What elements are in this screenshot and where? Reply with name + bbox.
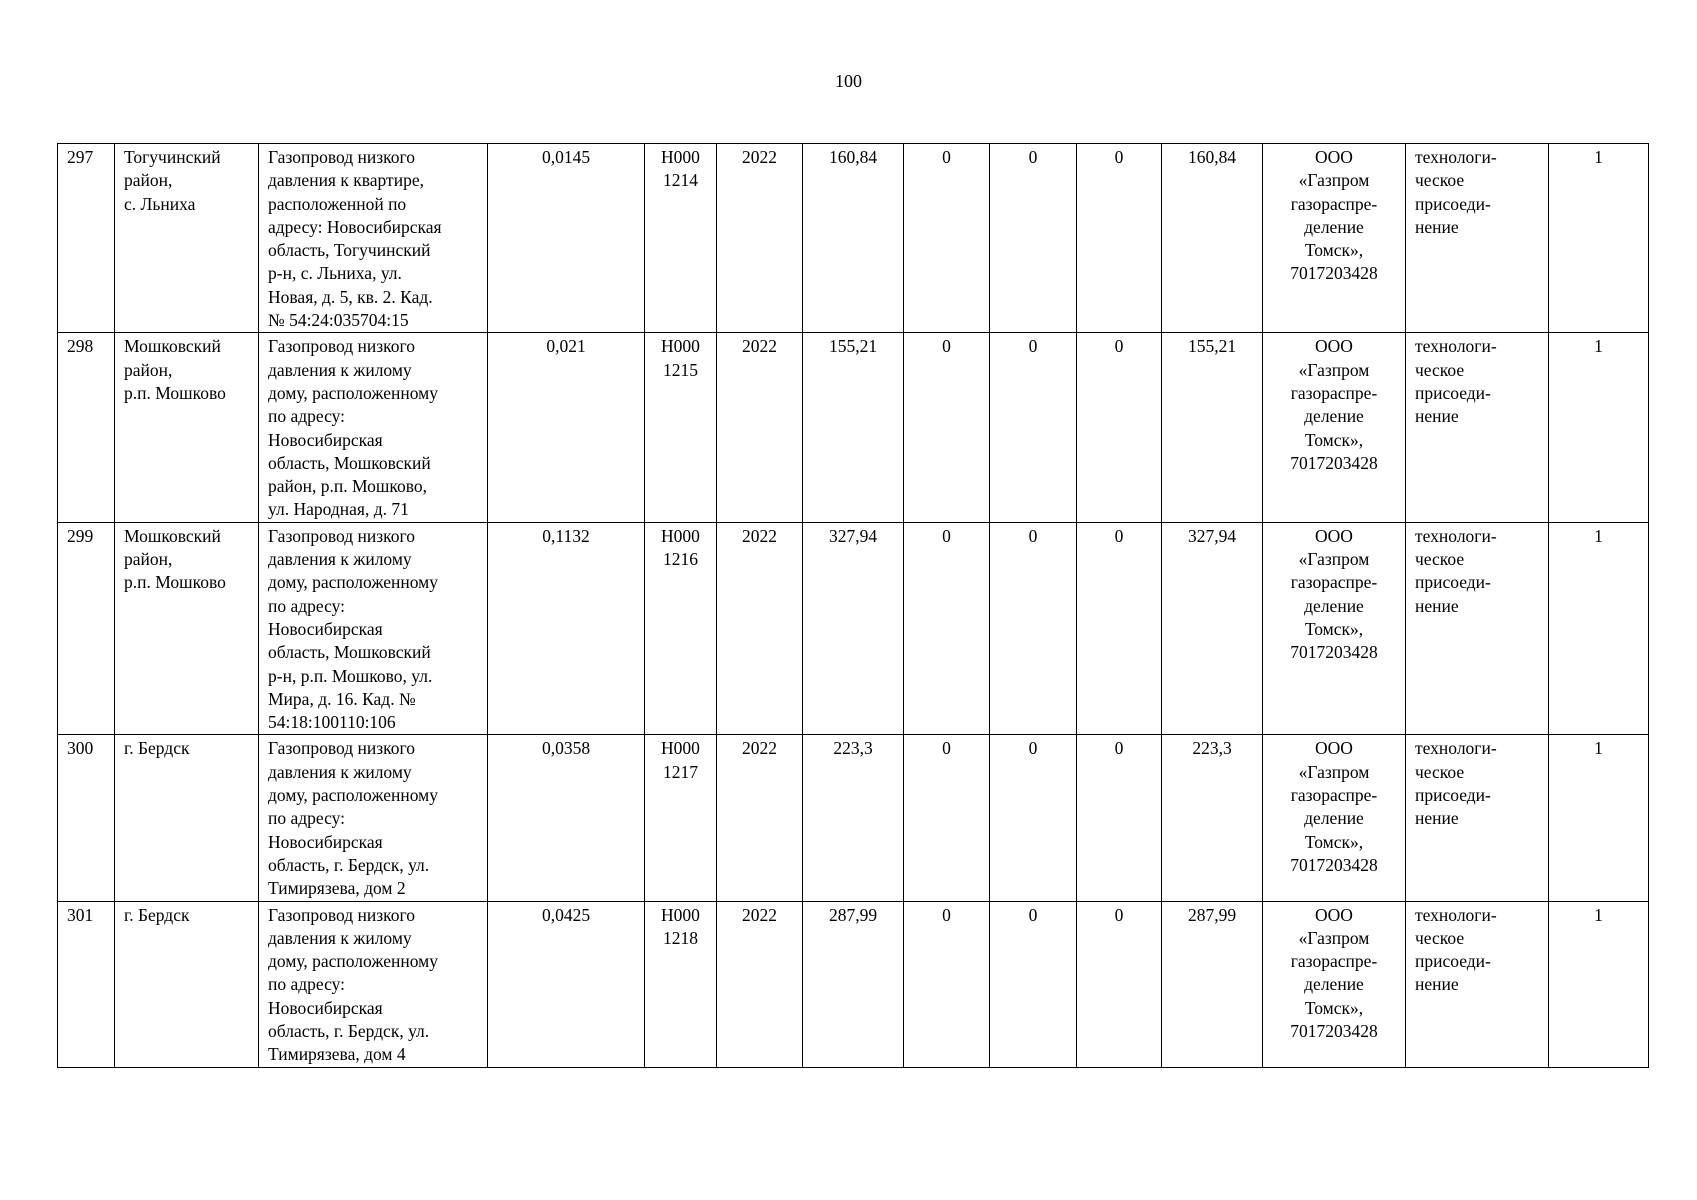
- cell-value-3: 0: [1077, 901, 1162, 1067]
- cell-code-line: 1217: [663, 761, 698, 782]
- cell-purpose: [1406, 735, 1549, 901]
- cell-owner-line: ООО: [1315, 738, 1353, 759]
- cell-owner: [1263, 901, 1406, 1067]
- cell-area-line: Мошковский: [124, 525, 221, 546]
- cell-length: 0,021: [488, 333, 645, 522]
- cell-total: 160,84: [1162, 144, 1263, 333]
- cell-description-line: давления к жилому: [268, 927, 412, 948]
- cell-area: [115, 735, 259, 901]
- cell-owner-line: газораспре-: [1290, 785, 1378, 806]
- cell-area: [115, 901, 259, 1067]
- cell-cost: 155,21: [803, 333, 904, 522]
- cell-purpose-line: ческое: [1415, 359, 1465, 380]
- cell-owner-line: «Газпром: [1298, 170, 1370, 191]
- cell-total: 287,99: [1162, 901, 1263, 1067]
- cell-purpose-line: присоеди-: [1415, 572, 1491, 593]
- cell-year: 2022: [717, 144, 803, 333]
- table-row: [58, 144, 1649, 333]
- cell-description-line: Новосибирская: [268, 429, 383, 450]
- cell-quantity: 1: [1549, 522, 1649, 735]
- cell-description-line: ул. Народная, д. 71: [268, 499, 409, 520]
- cell-owner-line: деление: [1304, 808, 1364, 829]
- cell-value-2: 0: [990, 522, 1077, 735]
- cell-purpose-line: присоеди-: [1415, 193, 1491, 214]
- cell-total: 327,94: [1162, 522, 1263, 735]
- cell-purpose-line: присоеди-: [1415, 382, 1491, 403]
- cell-value-1: 0: [904, 333, 990, 522]
- cell-description-line: Газопровод низкого: [268, 336, 416, 357]
- cell-code: [645, 144, 717, 333]
- cell-code: [645, 901, 717, 1067]
- cell-description-line: давления к жилому: [268, 359, 412, 380]
- cell-purpose-line: ческое: [1415, 170, 1465, 191]
- cell-cost: 223,3: [803, 735, 904, 901]
- cell-number: 300: [58, 735, 115, 901]
- cell-purpose: [1406, 901, 1549, 1067]
- cell-owner-line: 7017203428: [1290, 854, 1378, 875]
- cell-owner-line: деление: [1304, 595, 1364, 616]
- cell-description-line: Газопровод низкого: [268, 738, 416, 759]
- cell-owner-line: 7017203428: [1290, 452, 1378, 473]
- cell-description: [259, 901, 488, 1067]
- cell-description-line: Газопровод низкого: [268, 904, 416, 925]
- cell-year: 2022: [717, 522, 803, 735]
- cell-length: 0,0425: [488, 901, 645, 1067]
- cell-description-line: по адресу:: [268, 595, 346, 616]
- cell-description-line: область, г. Бердск, ул.: [268, 854, 430, 875]
- cell-purpose-line: нение: [1415, 406, 1459, 427]
- cell-total: 155,21: [1162, 333, 1263, 522]
- cell-value-2: 0: [990, 144, 1077, 333]
- cell-value-2: 0: [990, 735, 1077, 901]
- table-row: [58, 522, 1649, 735]
- cell-purpose-line: нение: [1415, 595, 1459, 616]
- cell-owner-line: «Газпром: [1298, 549, 1370, 570]
- cell-description-line: давления к жилому: [268, 761, 412, 782]
- cell-owner: [1263, 735, 1406, 901]
- cell-quantity: 1: [1549, 735, 1649, 901]
- cell-description-line: дому, расположенному: [268, 572, 438, 593]
- cell-code-line: Н000: [661, 904, 700, 925]
- cell-code-line: 1214: [663, 170, 698, 191]
- cell-code-line: Н000: [661, 147, 700, 167]
- cell-description-line: расположенной по: [268, 193, 407, 214]
- cell-value-3: 0: [1077, 735, 1162, 901]
- cell-description-line: Новосибирская: [268, 831, 383, 852]
- cell-description-line: Тимирязева, дом 2: [268, 878, 406, 899]
- cell-code-line: Н000: [661, 525, 700, 546]
- page-number: 100: [835, 71, 862, 91]
- register-table: [57, 143, 1649, 1068]
- cell-value-3: 0: [1077, 333, 1162, 522]
- cell-area-line: г. Бердск: [124, 904, 190, 925]
- cell-quantity: 1: [1549, 901, 1649, 1067]
- cell-owner-line: газораспре-: [1290, 951, 1378, 972]
- cell-owner: [1263, 333, 1406, 522]
- cell-owner-line: Томск»,: [1304, 618, 1364, 639]
- cell-area-line: с. Льниха: [124, 193, 196, 214]
- cell-purpose: [1406, 333, 1549, 522]
- cell-code: [645, 522, 717, 735]
- cell-description-line: давления к жилому: [268, 549, 412, 570]
- cell-owner-line: газораспре-: [1290, 382, 1378, 403]
- cell-purpose: [1406, 522, 1549, 735]
- cell-description-line: район, р.п. Мошково,: [268, 476, 427, 497]
- cell-code-line: 1215: [663, 359, 698, 380]
- cell-purpose-line: ческое: [1415, 927, 1465, 948]
- cell-value-1: 0: [904, 522, 990, 735]
- cell-code: [645, 333, 717, 522]
- cell-description-line: давления к квартире,: [268, 170, 424, 191]
- cell-area: [115, 144, 259, 333]
- cell-purpose-line: технологи-: [1415, 525, 1497, 546]
- cell-cost: 327,94: [803, 522, 904, 735]
- cell-value-1: 0: [904, 735, 990, 901]
- cell-description-line: дому, расположенному: [268, 785, 438, 806]
- cell-description-line: область, Мошковский: [268, 452, 431, 473]
- cell-code-line: 1218: [663, 927, 698, 948]
- cell-purpose: [1406, 144, 1549, 333]
- cell-description-line: Мира, д. 16. Кад. №: [268, 688, 416, 709]
- cell-purpose-line: технологи-: [1415, 738, 1497, 759]
- cell-description: [259, 144, 488, 333]
- cell-area: [115, 333, 259, 522]
- cell-owner-line: 7017203428: [1290, 642, 1378, 663]
- cell-year: 2022: [717, 901, 803, 1067]
- cell-description-line: по адресу:: [268, 406, 346, 427]
- cell-area-line: г. Бердск: [124, 738, 190, 759]
- table-row: [58, 735, 1649, 901]
- cell-description: [259, 522, 488, 735]
- cell-purpose-line: технологи-: [1415, 147, 1497, 167]
- cell-value-1: 0: [904, 901, 990, 1067]
- cell-purpose-line: ческое: [1415, 549, 1465, 570]
- cell-description-line: Новосибирская: [268, 618, 383, 639]
- cell-description-line: область, Тогучинский: [268, 240, 431, 261]
- cell-owner-line: газораспре-: [1290, 193, 1378, 214]
- cell-owner-line: Томск»,: [1304, 429, 1364, 450]
- cell-area-line: район,: [124, 170, 173, 191]
- cell-description-line: область, Мошковский: [268, 642, 431, 663]
- cell-owner-line: Томск»,: [1304, 240, 1364, 261]
- cell-owner-line: деление: [1304, 216, 1364, 237]
- cell-year: 2022: [717, 735, 803, 901]
- cell-owner: [1263, 522, 1406, 735]
- cell-quantity: 1: [1549, 144, 1649, 333]
- cell-area-line: Тогучинский: [124, 147, 221, 167]
- cell-owner-line: «Газпром: [1298, 359, 1370, 380]
- cell-cost: 160,84: [803, 144, 904, 333]
- cell-description-line: Газопровод низкого: [268, 147, 416, 167]
- cell-value-3: 0: [1077, 144, 1162, 333]
- cell-owner-line: ООО: [1315, 904, 1353, 925]
- cell-description-line: Тимирязева, дом 4: [268, 1044, 406, 1065]
- cell-purpose-line: нение: [1415, 974, 1459, 995]
- cell-value-1: 0: [904, 144, 990, 333]
- cell-code: [645, 735, 717, 901]
- cell-owner-line: «Газпром: [1298, 927, 1370, 948]
- cell-purpose-line: присоеди-: [1415, 785, 1491, 806]
- cell-description-line: Газопровод низкого: [268, 525, 416, 546]
- cell-owner-line: «Газпром: [1298, 761, 1370, 782]
- cell-purpose-line: нение: [1415, 808, 1459, 829]
- cell-number: 297: [58, 144, 115, 333]
- cell-area-line: район,: [124, 549, 173, 570]
- cell-purpose-line: присоеди-: [1415, 951, 1491, 972]
- cell-area-line: район,: [124, 359, 173, 380]
- cell-total: 223,3: [1162, 735, 1263, 901]
- cell-area-line: р.п. Мошково: [124, 382, 226, 403]
- cell-purpose-line: технологи-: [1415, 904, 1497, 925]
- cell-owner-line: деление: [1304, 974, 1364, 995]
- cell-length: 0,0358: [488, 735, 645, 901]
- cell-description-line: р-н, с. Льниха, ул.: [268, 263, 402, 284]
- cell-number: 299: [58, 522, 115, 735]
- cell-purpose-line: нение: [1415, 216, 1459, 237]
- cell-owner-line: деление: [1304, 406, 1364, 427]
- cell-owner-line: ООО: [1315, 336, 1353, 357]
- cell-description-line: Новосибирская: [268, 997, 383, 1018]
- cell-owner-line: Томск»,: [1304, 831, 1364, 852]
- cell-description: [259, 735, 488, 901]
- cell-number: 298: [58, 333, 115, 522]
- register-body: [58, 144, 1649, 1068]
- cell-year: 2022: [717, 333, 803, 522]
- cell-area-line: р.п. Мошково: [124, 572, 226, 593]
- cell-area-line: Мошковский: [124, 336, 221, 357]
- cell-code-line: Н000: [661, 738, 700, 759]
- cell-description: [259, 333, 488, 522]
- cell-description-line: по адресу:: [268, 974, 346, 995]
- table-row: [58, 333, 1649, 522]
- cell-number: 301: [58, 901, 115, 1067]
- cell-code-line: Н000: [661, 336, 700, 357]
- cell-value-2: 0: [990, 333, 1077, 522]
- cell-owner-line: ООО: [1315, 147, 1353, 167]
- cell-value-2: 0: [990, 901, 1077, 1067]
- cell-description-line: область, г. Бердск, ул.: [268, 1020, 430, 1041]
- cell-quantity: 1: [1549, 333, 1649, 522]
- cell-owner: [1263, 144, 1406, 333]
- cell-description-line: адресу: Новосибирская: [268, 216, 442, 237]
- cell-owner-line: 7017203428: [1290, 1020, 1378, 1041]
- cell-cost: 287,99: [803, 901, 904, 1067]
- cell-description-line: 54:18:100110:106: [268, 712, 396, 733]
- cell-area: [115, 522, 259, 735]
- cell-code-line: 1216: [663, 549, 698, 570]
- cell-owner-line: Томск»,: [1304, 997, 1364, 1018]
- cell-length: 0,1132: [488, 522, 645, 735]
- cell-purpose-line: ческое: [1415, 761, 1465, 782]
- cell-description-line: Новая, д. 5, кв. 2. Кад.: [268, 286, 433, 307]
- cell-value-3: 0: [1077, 522, 1162, 735]
- cell-purpose-line: технологи-: [1415, 336, 1497, 357]
- cell-description-line: № 54:24:035704:15: [268, 310, 409, 331]
- cell-description-line: р-н, р.п. Мошково, ул.: [268, 665, 433, 686]
- cell-length: 0,0145: [488, 144, 645, 333]
- cell-description-line: дому, расположенному: [268, 382, 438, 403]
- cell-owner-line: 7017203428: [1290, 263, 1378, 284]
- cell-owner-line: ООО: [1315, 525, 1353, 546]
- cell-description-line: по адресу:: [268, 808, 346, 829]
- cell-description-line: дому, расположенному: [268, 951, 438, 972]
- table-row: [58, 901, 1649, 1067]
- cell-owner-line: газораспре-: [1290, 572, 1378, 593]
